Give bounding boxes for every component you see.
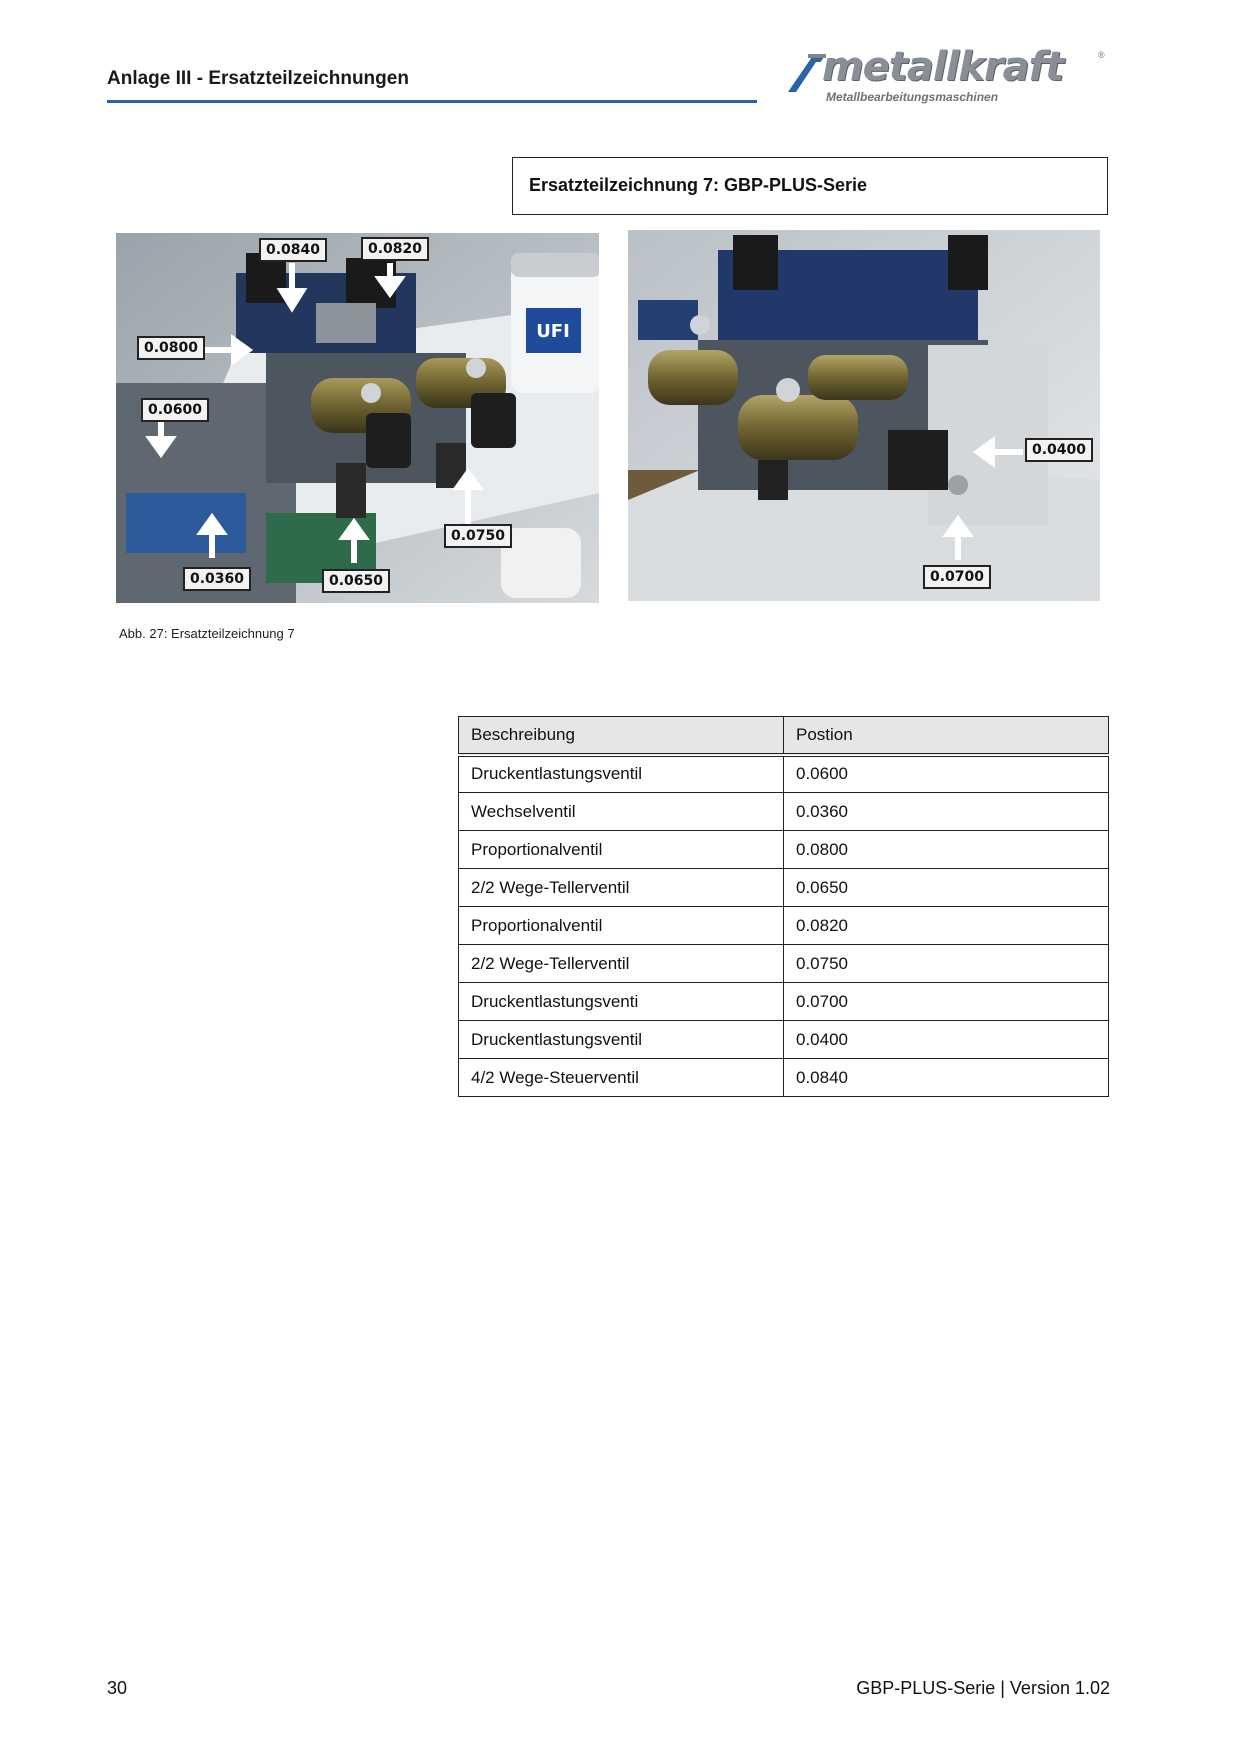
- cell-position: 0.0650: [784, 869, 1109, 907]
- table-header-row: [459, 717, 1109, 755]
- cell-description: Druckentlastungsventil: [459, 755, 784, 793]
- cell-position: 0.0800: [784, 831, 1109, 869]
- callout-0360: 0.0360: [183, 567, 251, 591]
- cell-position: 0.0820: [784, 907, 1109, 945]
- valve-photo-right: [628, 230, 1100, 601]
- filter-label: UFI: [536, 321, 570, 342]
- parts-table: [458, 716, 1109, 1097]
- table-row: [459, 755, 1109, 793]
- cell-description: Proportionalventil: [459, 831, 784, 869]
- document-version: GBP-PLUS-Serie | Version 1.02: [856, 1678, 1110, 1698]
- callout-0400: 0.0400: [1025, 438, 1093, 462]
- page-number: 30: [107, 1678, 128, 1698]
- cell-position: 0.0840: [784, 1059, 1109, 1097]
- table-row: [459, 945, 1109, 983]
- callout-0700: 0.0700: [923, 565, 991, 589]
- table-row: [459, 1059, 1109, 1097]
- cell-description: Wechselventil: [459, 793, 784, 831]
- metallkraft-logo: [786, 44, 1106, 108]
- table-row: [459, 793, 1109, 831]
- table-row: [459, 1021, 1109, 1059]
- cell-description: Druckentlastungsventil: [459, 1021, 784, 1059]
- callout-0600: 0.0600: [141, 398, 209, 422]
- cell-position: 0.0600: [784, 755, 1109, 793]
- cell-description: Proportionalventil: [459, 907, 784, 945]
- figure-caption: Abb. 27: Ersatzteilzeichnung 7: [119, 626, 295, 641]
- cell-description: 4/2 Wege-Steuerventil: [459, 1059, 784, 1097]
- column-header-position: Postion: [784, 717, 1109, 755]
- logo-mark-icon: [786, 50, 826, 96]
- table-row: [459, 869, 1109, 907]
- page-header-title: Anlage III - Ersatzteilzeichnungen: [107, 68, 409, 89]
- valve-photo-left: [116, 233, 599, 603]
- section-title: Ersatzteilzeichnung 7: GBP-PLUS-Serie: [529, 175, 868, 195]
- header-rule: [107, 100, 757, 103]
- callout-0840: 0.0840: [259, 238, 327, 262]
- logo-registered-mark: ®: [1098, 50, 1105, 60]
- callout-0750: 0.0750: [444, 524, 512, 548]
- column-header-description: Beschreibung: [459, 717, 784, 755]
- table-row: [459, 831, 1109, 869]
- table-row: [459, 907, 1109, 945]
- cell-position: 0.0400: [784, 1021, 1109, 1059]
- logo-subtitle: Metallbearbeitungsmaschinen: [826, 90, 999, 104]
- cell-position: 0.0700: [784, 983, 1109, 1021]
- cell-position: 0.0360: [784, 793, 1109, 831]
- cell-description: Druckentlastungsventi: [459, 983, 784, 1021]
- section-title-box: [512, 157, 1108, 215]
- table-row: [459, 983, 1109, 1021]
- valve-block-image-right: [628, 230, 1100, 601]
- logo-wordmark: metallkraft: [822, 44, 1064, 90]
- callout-0820: 0.0820: [361, 237, 429, 261]
- cell-description: 2/2 Wege-Tellerventil: [459, 869, 784, 907]
- cell-position: 0.0750: [784, 945, 1109, 983]
- callout-0800: 0.0800: [137, 336, 205, 360]
- cell-description: 2/2 Wege-Tellerventil: [459, 945, 784, 983]
- callout-0650: 0.0650: [322, 569, 390, 593]
